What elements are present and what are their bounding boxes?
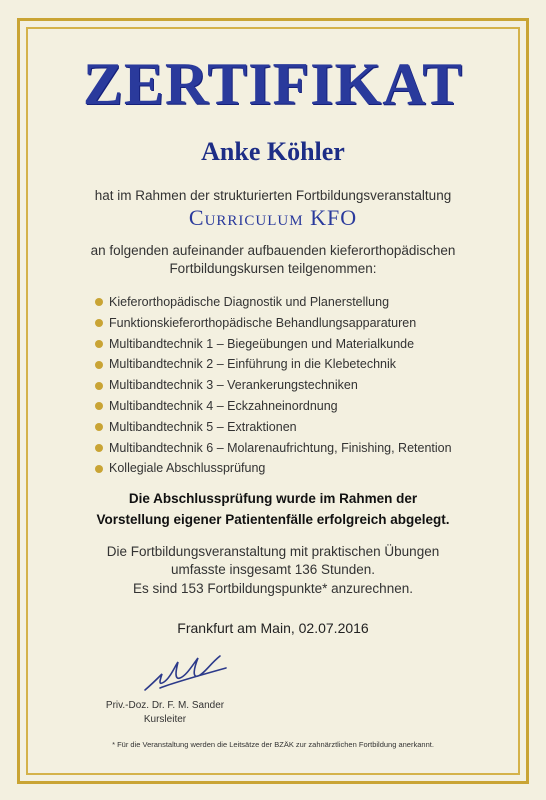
bullet-icon <box>95 402 103 410</box>
bullet-icon <box>95 382 103 390</box>
course-name: Curriculum KFO <box>188 205 358 230</box>
result-line1: Die Abschlussprüfung wurde im Rahmen der <box>128 491 418 506</box>
bullet-icon <box>95 423 103 431</box>
signer-name: Priv.-Doz. Dr. F. M. Sander <box>105 700 225 711</box>
list-item: Kollegiale Abschlussprüfung <box>95 458 515 479</box>
bullet-icon <box>95 361 103 369</box>
intro-text: hat im Rahmen der strukturierten Fortbildungsveranstaltung <box>94 188 452 203</box>
bullet-icon <box>95 465 103 473</box>
hours-line3: Es sind 153 Fortbildungspunkte* anzurechnen. <box>133 581 413 596</box>
recipient-name: Anke Köhler <box>201 137 345 166</box>
signature-icon <box>140 648 230 698</box>
list-item: Multibandtechnik 4 – Eckzahneinordnung <box>95 396 515 417</box>
certificate-title: ZERTIFIKAT <box>82 51 464 117</box>
intro2-line1: an folgenden aufeinander aufbauenden kieferorthopädischen <box>90 243 456 258</box>
signer-block <box>95 699 235 727</box>
list-item: Multibandtechnik 3 – Verankerungstechniken <box>95 375 515 396</box>
list-item: Multibandtechnik 5 – Extraktionen <box>95 417 515 438</box>
list-item: Kieferorthopädische Diagnostik und Planerstellung <box>95 292 515 313</box>
list-item: Multibandtechnik 2 – Einführung in die Klebetechnik <box>95 354 515 375</box>
intro2-line2: Fortbildungskursen teilgenommen: <box>169 261 377 276</box>
bullet-icon <box>95 298 103 306</box>
hours-line2: umfasste insgesamt 136 Stunden. <box>170 562 376 577</box>
list-item: Funktionskieferorthopädische Behandlungsapparaturen <box>95 313 515 334</box>
result-line2: Vorstellung eigener Patientenfälle erfolgreich abgelegt. <box>96 512 450 527</box>
footnote: * Für die Veranstaltung werden die Leitsätze der BZÄK zur zahnärztlichen Fortbildung anerkannt. <box>112 740 434 749</box>
place-date: Frankfurt am Main, 02.07.2016 <box>177 620 369 636</box>
signer-role: Kursleiter <box>143 714 187 725</box>
bullet-icon <box>95 444 103 452</box>
hours-line1: Die Fortbildungsveranstaltung mit praktischen Übungen <box>106 544 440 559</box>
bullet-icon <box>95 340 103 348</box>
list-item: Multibandtechnik 6 – Molarenaufrichtung, Finishing, Retention <box>95 438 515 459</box>
course-list <box>95 292 515 479</box>
list-item: Multibandtechnik 1 – Biegeübungen und Materialkunde <box>95 334 515 355</box>
bullet-icon <box>95 319 103 327</box>
